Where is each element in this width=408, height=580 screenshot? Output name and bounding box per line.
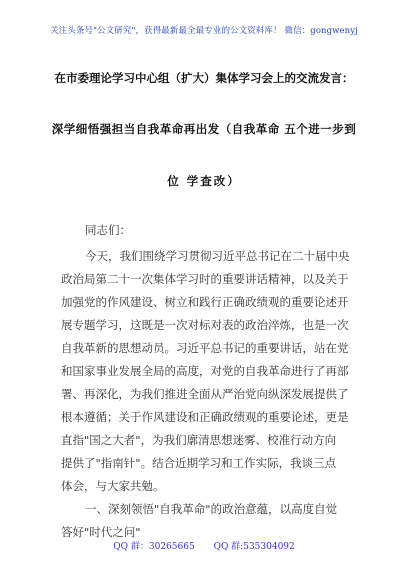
footer-contact — [0, 539, 408, 552]
body-line: 署、再深化，为我们推进全面从严治党向纵深发展提供了 — [61, 387, 349, 401]
document-title-line-3: 位 学查改） — [167, 174, 241, 188]
body-line: 政治局第二十一次集体学习时的重要讲话精神，以及关于 — [61, 272, 349, 286]
document-title-line-2: 深学细悟强担当自我革命再出发（自我革命 五个进一步到 — [51, 122, 357, 136]
footer-qq-group-1: QQ 群：30265665 — [113, 542, 195, 552]
header-banner: 关注头条号"公文研究"，获得最新最全最专业的公文资料库！ 微信：gongwenyj — [50, 26, 358, 36]
body-line: 今天，我们围绕学习贯彻习近平总书记在二十届中央 — [85, 249, 350, 263]
body-line: 展专题学习，这既是一次对标对表的政治淬炼，也是一次 — [61, 318, 349, 332]
document-title-line-1: 在市委理论学习中心组（扩大）集体学习会上的交流发言： — [54, 71, 354, 85]
footer-qq-group-2: QQ 群:535304092 — [213, 542, 295, 552]
greeting: 同志们： — [85, 223, 131, 237]
body-line: 根本遵循；关于作风建设和正确政绩观的重要论述，更是 — [61, 410, 349, 424]
body-line: 加强党的作风建设、树立和践行正确政绩观的重要论述开 — [61, 295, 349, 309]
body-line: 体会，与大家共勉。 — [61, 479, 165, 493]
body-line: 和国家事业发展全局的高度，对党的自我革命进行了再部 — [61, 364, 349, 378]
section-heading-line: 一、深刻领悟"自我革命"的政治意蕴，以高度自觉 — [85, 502, 338, 516]
body-line: 自我革新的思想动员。习近平总书记的重要讲话，站在党 — [61, 341, 349, 355]
body-line: 提供了"指南针"。结合近期学习和工作实际，我谈三点 — [61, 456, 337, 470]
section-heading-line: 答好"时代之问" — [61, 525, 141, 539]
body-line: 直指"国之大者"，为我们廓清思想迷雾、校准行动方向 — [61, 433, 337, 447]
